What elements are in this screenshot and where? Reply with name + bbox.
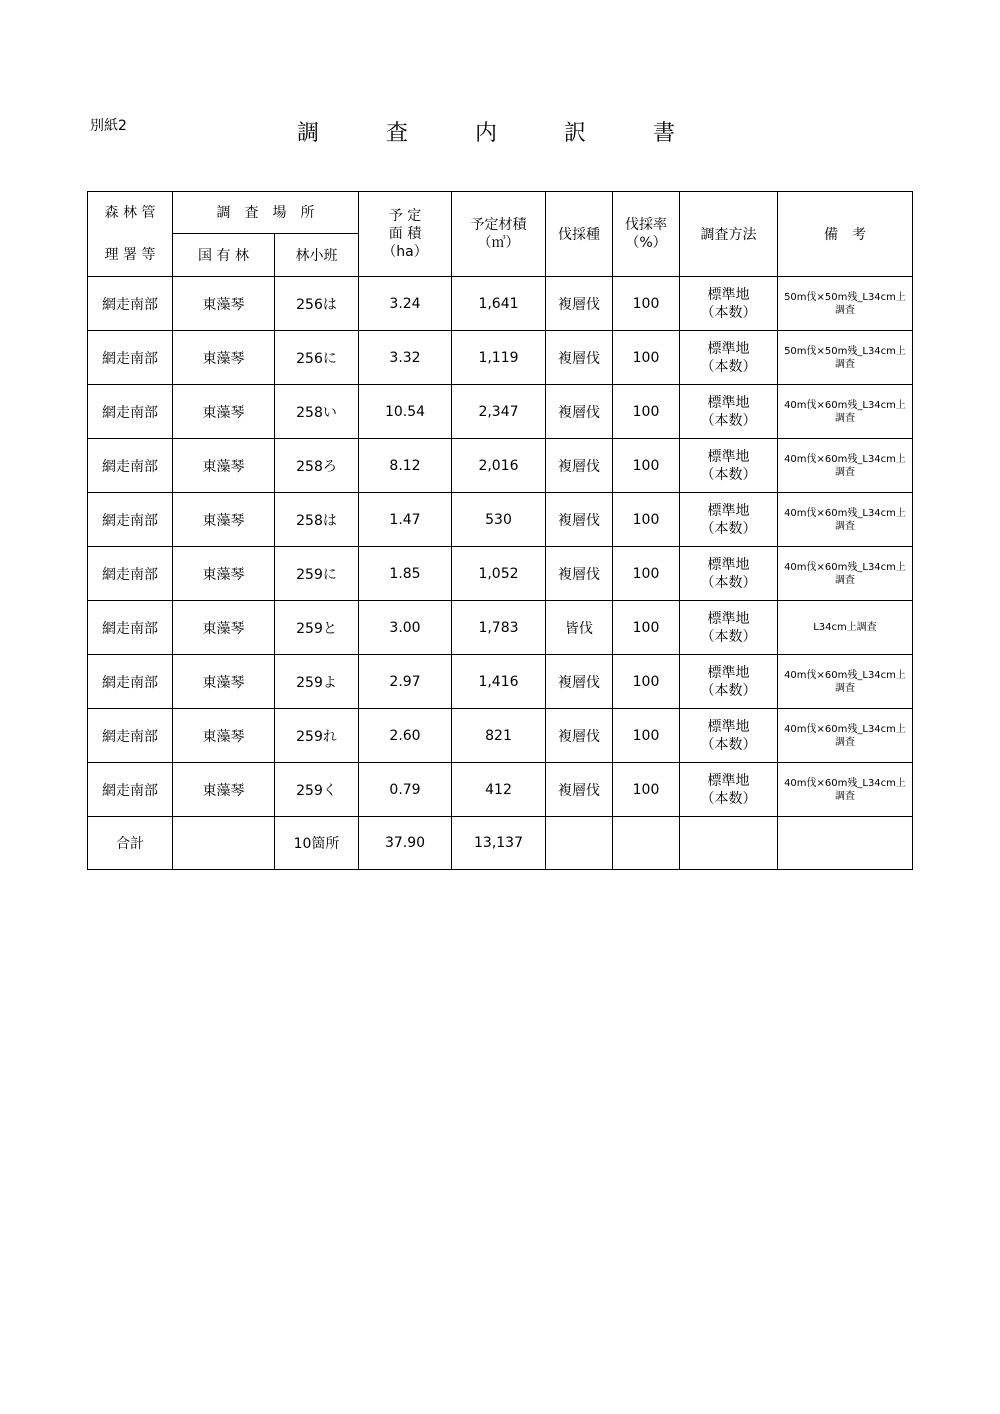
header-area-line1: 予 定 (388, 208, 422, 224)
table-row (88, 709, 913, 763)
cell-cutting-type: 複層伐 (546, 493, 613, 547)
cell-remark (778, 439, 913, 493)
table-row (88, 493, 913, 547)
remark-line2: 調査 (835, 358, 855, 370)
cell-forest: 東藻琴 (173, 547, 275, 601)
method-line2: （本数） (700, 628, 757, 645)
header-volume-unit: （㎥） (477, 235, 520, 251)
cell-area: 0.79 (359, 763, 452, 817)
cell-area: 10.54 (359, 385, 452, 439)
remark-line1: 40m伐×60m残_L34cm上 (784, 507, 906, 519)
header-location: 調 査 場 所 (173, 192, 359, 234)
cell-rate: 100 (613, 655, 680, 709)
cell-office: 網走南部 (88, 547, 173, 601)
cell-volume: 1,641 (452, 277, 546, 331)
header-office-line1: 森 林 管 (104, 205, 156, 221)
cell-volume: 412 (452, 763, 546, 817)
cell-volume: 2,347 (452, 385, 546, 439)
cell-forest: 東藻琴 (173, 763, 275, 817)
method-line1: 標準地 (707, 664, 750, 681)
total-method-empty (680, 817, 778, 870)
cell-method (680, 385, 778, 439)
remark-line1: 40m伐×60m残_L34cm上 (784, 561, 906, 573)
cell-cutting-type: 複層伐 (546, 547, 613, 601)
cell-volume: 1,416 (452, 655, 546, 709)
remark-line1: 40m伐×60m残_L34cm上 (784, 723, 906, 735)
cell-office: 網走南部 (88, 763, 173, 817)
cell-method (680, 277, 778, 331)
cell-rate: 100 (613, 439, 680, 493)
remark-line1: 40m伐×60m残_L34cm上 (784, 453, 906, 465)
total-cutting-type-empty (546, 817, 613, 870)
header-area-unit: （ha） (382, 244, 428, 260)
table-row (88, 655, 913, 709)
cell-cutting-type: 複層伐 (546, 331, 613, 385)
cell-forest: 東藻琴 (173, 655, 275, 709)
method-line2: （本数） (700, 520, 757, 537)
cell-remark (778, 709, 913, 763)
cell-remark (778, 655, 913, 709)
cell-volume: 530 (452, 493, 546, 547)
cell-forest: 東藻琴 (173, 709, 275, 763)
table-row (88, 277, 913, 331)
cell-method (680, 439, 778, 493)
cell-forest: 東藻琴 (173, 277, 275, 331)
remark-line1: 40m伐×60m残_L34cm上 (784, 399, 906, 411)
table-row (88, 331, 913, 385)
cell-area: 1.47 (359, 493, 452, 547)
cell-office: 網走南部 (88, 277, 173, 331)
remark-line1: 50m伐×50m残_L34cm上 (784, 345, 906, 357)
header-forest: 国 有 林 (173, 233, 275, 276)
method-line2: （本数） (700, 790, 757, 807)
cell-volume: 1,052 (452, 547, 546, 601)
header-office (88, 192, 173, 277)
cell-compartment: 259れ (275, 709, 359, 763)
cell-remark (778, 277, 913, 331)
cell-compartment: 259と (275, 601, 359, 655)
method-line1: 標準地 (707, 286, 750, 303)
header-cutting-rate-line1: 伐採率 (625, 217, 667, 233)
cell-volume: 821 (452, 709, 546, 763)
header-cutting-rate-unit: （%） (625, 235, 667, 251)
cell-remark (778, 547, 913, 601)
cell-office: 網走南部 (88, 655, 173, 709)
method-line1: 標準地 (707, 556, 750, 573)
total-row (88, 817, 913, 870)
cell-remark (778, 331, 913, 385)
header-remarks: 備 考 (778, 192, 913, 277)
cell-compartment: 256に (275, 331, 359, 385)
cell-method (680, 601, 778, 655)
cell-method (680, 547, 778, 601)
cell-cutting-type: 複層伐 (546, 277, 613, 331)
remark-line2: 調査 (835, 466, 855, 478)
cell-rate: 100 (613, 277, 680, 331)
cell-forest: 東藻琴 (173, 601, 275, 655)
cell-rate: 100 (613, 493, 680, 547)
cell-cutting-type: 複層伐 (546, 385, 613, 439)
method-line2: （本数） (700, 412, 757, 429)
cell-cutting-type: 複層伐 (546, 655, 613, 709)
cell-office: 網走南部 (88, 709, 173, 763)
remark-line1: 40m伐×60m残_L34cm上 (784, 777, 906, 789)
cell-office: 網走南部 (88, 493, 173, 547)
cell-remark (778, 601, 913, 655)
method-line1: 標準地 (707, 448, 750, 465)
method-line1: 標準地 (707, 340, 750, 357)
remark-line1: 50m伐×50m残_L34cm上 (784, 291, 906, 303)
cell-rate: 100 (613, 763, 680, 817)
cell-forest: 東藻琴 (173, 331, 275, 385)
header-volume (452, 192, 546, 277)
cell-method (680, 331, 778, 385)
remark-line1: 40m伐×60m残_L34cm上 (784, 669, 906, 681)
remark-line2: 調査 (835, 736, 855, 748)
remark-line2: 調査 (835, 412, 855, 424)
total-remark-empty (778, 817, 913, 870)
cell-cutting-type: 複層伐 (546, 439, 613, 493)
method-line1: 標準地 (707, 610, 750, 627)
cell-compartment: 259く (275, 763, 359, 817)
total-label: 合計 (88, 817, 173, 870)
cell-rate: 100 (613, 547, 680, 601)
cell-rate: 100 (613, 385, 680, 439)
document-label: 別紙2 (90, 118, 127, 134)
cell-area: 2.60 (359, 709, 452, 763)
cell-rate: 100 (613, 601, 680, 655)
cell-remark (778, 385, 913, 439)
method-line2: （本数） (700, 466, 757, 483)
cell-method (680, 709, 778, 763)
table-row (88, 763, 913, 817)
header-area-line2: 面 積 (388, 226, 422, 242)
table-row (88, 439, 913, 493)
cell-cutting-type: 複層伐 (546, 763, 613, 817)
table-row (88, 547, 913, 601)
method-line1: 標準地 (707, 394, 750, 411)
header-cutting-rate (613, 192, 680, 277)
remark-line2: 調査 (835, 790, 855, 802)
header-volume-line1: 予定材積 (470, 217, 527, 233)
cell-office: 網走南部 (88, 439, 173, 493)
cell-office: 網走南部 (88, 331, 173, 385)
cell-method (680, 493, 778, 547)
cell-compartment: 256は (275, 277, 359, 331)
total-area: 37.90 (359, 817, 452, 870)
cell-office: 網走南部 (88, 385, 173, 439)
cell-method (680, 655, 778, 709)
cell-cutting-type: 複層伐 (546, 709, 613, 763)
cell-remark (778, 493, 913, 547)
method-line2: （本数） (700, 304, 757, 321)
table-row (88, 601, 913, 655)
remark-line2: 調査 (835, 520, 855, 532)
header-compartment: 林小班 (275, 233, 359, 276)
cell-cutting-type: 皆伐 (546, 601, 613, 655)
remark-line2: 調査 (835, 304, 855, 316)
survey-breakdown-table (87, 191, 913, 870)
total-forest-empty (173, 817, 275, 870)
cell-area: 3.24 (359, 277, 452, 331)
remark-line2: 調査 (835, 682, 855, 694)
cell-area: 2.97 (359, 655, 452, 709)
remark-line2: 調査 (835, 574, 855, 586)
table-row (88, 385, 913, 439)
cell-method (680, 763, 778, 817)
header-method: 調査方法 (680, 192, 778, 277)
total-volume: 13,137 (452, 817, 546, 870)
cell-compartment: 258は (275, 493, 359, 547)
total-rate-empty (613, 817, 680, 870)
total-compartment-count: 10箇所 (275, 817, 359, 870)
method-line2: （本数） (700, 574, 757, 591)
cell-rate: 100 (613, 709, 680, 763)
cell-area: 1.85 (359, 547, 452, 601)
header-area (359, 192, 452, 277)
cell-area: 8.12 (359, 439, 452, 493)
method-line1: 標準地 (707, 718, 750, 735)
method-line1: 標準地 (707, 772, 750, 789)
method-line2: （本数） (700, 736, 757, 753)
cell-compartment: 258ろ (275, 439, 359, 493)
document-title: 調 査 内 訳 書 (297, 121, 705, 146)
cell-area: 3.32 (359, 331, 452, 385)
cell-remark (778, 763, 913, 817)
cell-compartment: 259よ (275, 655, 359, 709)
cell-volume: 1,119 (452, 331, 546, 385)
cell-volume: 2,016 (452, 439, 546, 493)
header-cutting-type: 伐採種 (546, 192, 613, 277)
method-line2: （本数） (700, 682, 757, 699)
method-line2: （本数） (700, 358, 757, 375)
cell-forest: 東藻琴 (173, 385, 275, 439)
cell-office: 網走南部 (88, 601, 173, 655)
cell-area: 3.00 (359, 601, 452, 655)
cell-forest: 東藻琴 (173, 493, 275, 547)
remark-line1: L34cm上調査 (813, 622, 877, 633)
cell-volume: 1,783 (452, 601, 546, 655)
cell-compartment: 259に (275, 547, 359, 601)
method-line1: 標準地 (707, 502, 750, 519)
header-office-line2: 理 署 等 (104, 247, 156, 263)
cell-compartment: 258い (275, 385, 359, 439)
cell-forest: 東藻琴 (173, 439, 275, 493)
cell-rate: 100 (613, 331, 680, 385)
